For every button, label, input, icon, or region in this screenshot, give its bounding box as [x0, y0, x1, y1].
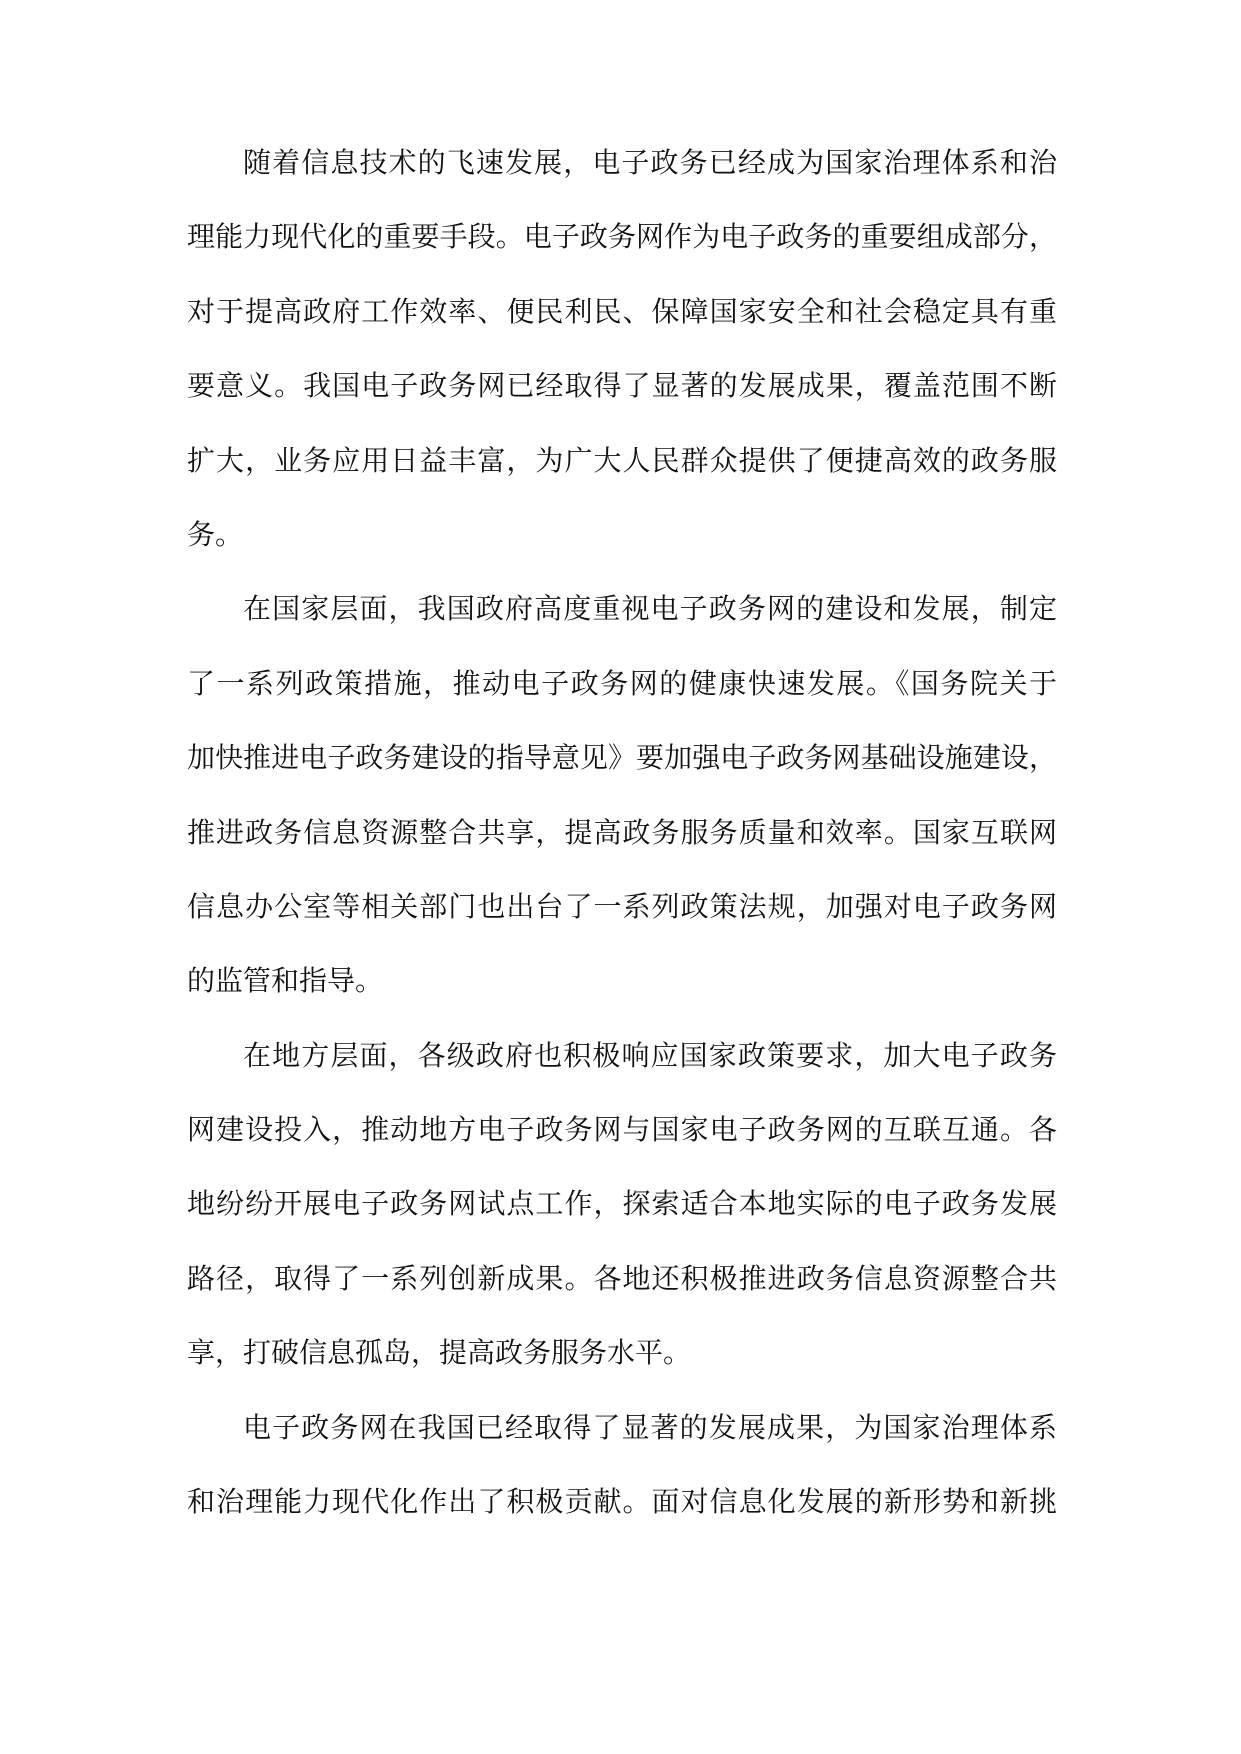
paragraph-3-line-4: 路径，取得了一系列创新成果。各地还积极推进政务信息资源整合共	[187, 1261, 1057, 1295]
paragraph-2-line-4: 推进政务信息资源整合共享，提高政务服务质量和效率。国家互联网	[187, 815, 1057, 849]
paragraph-2-line-5: 信息办公室等相关部门也出台了一系列政策法规，加强对电子政务网	[187, 889, 1057, 923]
paragraph-4-line-2: 和治理能力现代化作出了积极贡献。面对信息化发展的新形势和新挑	[187, 1485, 1057, 1519]
paragraph-1-line-3: 对于提高政府工作效率、便民利民、保障国家安全和社会稳定具有重	[187, 294, 1057, 328]
paragraph-4-line-1: 电子政务网在我国已经取得了显著的发展成果，为国家治理体系	[243, 1410, 1057, 1444]
paragraph-1-line-2: 理能力现代化的重要手段。电子政务网作为电子政务的重要组成部分，	[187, 220, 1057, 254]
paragraph-1-line-6: 务。	[187, 517, 244, 551]
paragraph-2-line-1: 在国家层面，我国政府高度重视电子政务网的建设和发展，制定	[243, 592, 1057, 626]
paragraph-3-line-5: 享，打破信息孤岛，提高政务服务水平。	[187, 1336, 692, 1370]
paragraph-1-line-4: 要意义。我国电子政务网已经取得了显著的发展成果，覆盖范围不断	[187, 369, 1057, 403]
body-text	[187, 143, 1057, 1556]
paragraph-2-line-6: 的监管和指导。	[187, 964, 384, 998]
paragraph-3-line-2: 网建设投入，推动地方电子政务网与国家电子政务网的互联互通。各	[187, 1113, 1057, 1147]
paragraph-1-line-5: 扩大，业务应用日益丰富，为广大人民群众提供了便捷高效的政务服	[187, 443, 1057, 477]
paragraph-2-line-2: 了一系列政策措施，推动电子政务网的健康快速发展。《国务院关于	[187, 666, 1057, 700]
paragraph-3-line-3: 地纷纷开展电子政务网试点工作，探索适合本地实际的电子政务发展	[187, 1187, 1057, 1221]
paragraph-1-line-1: 随着信息技术的飞速发展，电子政务已经成为国家治理体系和治	[243, 146, 1057, 179]
paragraph-2-line-3: 加快推进电子政务建设的指导意见》要加强电子政务网基础设施建设，	[187, 741, 1057, 775]
paragraph-3-line-1: 在地方层面，各级政府也积极响应国家政策要求，加大电子政务	[243, 1038, 1057, 1072]
